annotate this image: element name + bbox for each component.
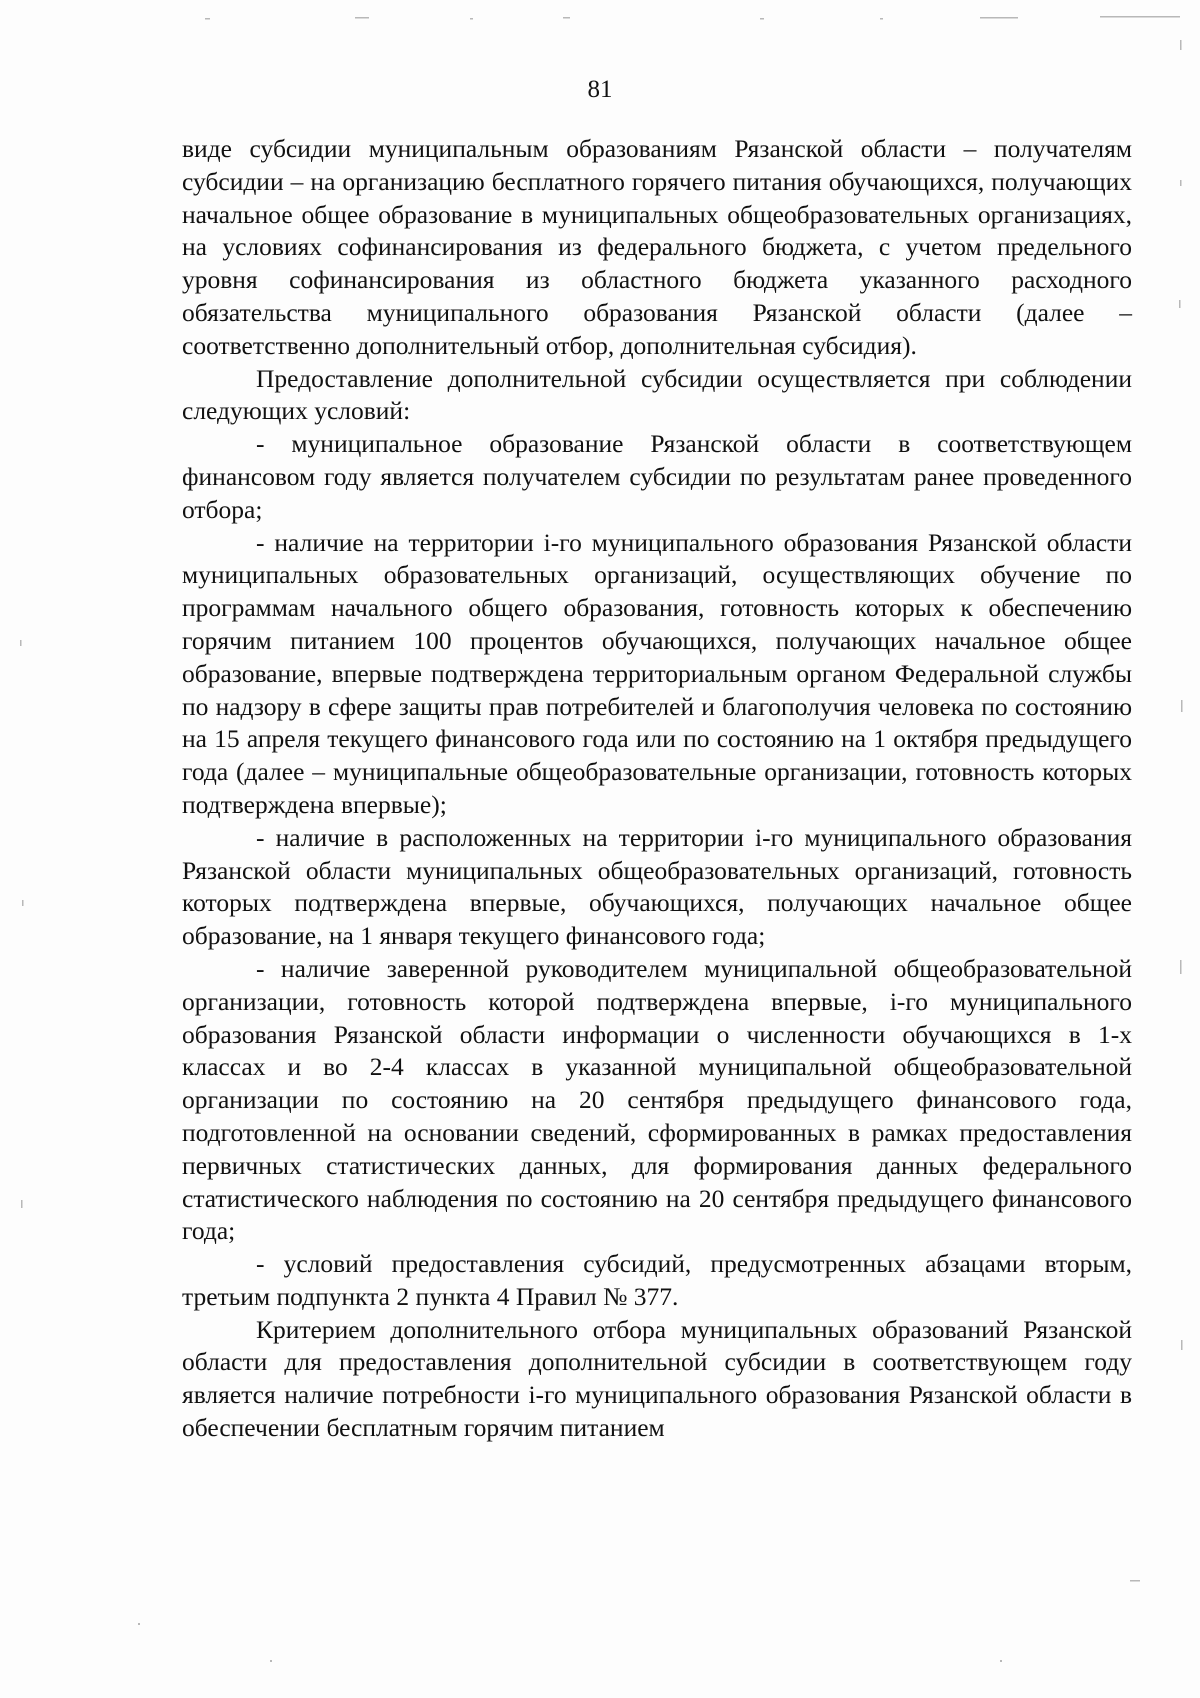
list-item-condition-3: - наличие в расположенных на территории i-го муниципального образования Рязанской области муниципальных общеобразовательных организаций, готовность которых подтверждена впервые, обучающихся, получающих начальное общее образование, на 1 января текущего финансового года; xyxy=(182,822,1132,951)
list-item-condition-2: - наличие на территории i-го муниципального образования Рязанской области муниципальных образовательных организаций, осуществляющих обучение по программам начального общего образования, готовность которых к обеспечению горячим питанием 100 процентов обучающихся, получающих начальное общее образование, впервые подтверждена территориальным органом Федеральной службы по надзору в сфере защиты прав потребителей и благополучия человека по состоянию на 15 апреля текущего финансового года или по состоянию на 1 октября предыдущего года (далее – муниципальные общеобразовательные организации, готовность которых подтверждена впервые); xyxy=(182,527,1132,819)
list-item-condition-1: - муниципальное образование Рязанской области в соответствующем финансовом году является получателем субсидии по результатам ранее проведенного отбора; xyxy=(182,429,1132,524)
paragraph-conditions-intro: Предоставление дополнительной субсидии осуществляется при соблюдении следующих условий: xyxy=(182,363,1132,426)
page-number: 81 xyxy=(587,76,613,103)
list-item-condition-5: - условий предоставления субсидий, предусмотренных абзацами вторым, третьим подпункта 2 пункта 4 Правил № 377. xyxy=(182,1249,1132,1311)
document-body xyxy=(182,133,1132,1445)
list-item-condition-4: - наличие заверенной руководителем муниципальной общеобразовательной организации, готовность которой подтверждена впервые, i-го муниципального образования Рязанской области информации о численности обучающихся в 1-х классах и во 2-4 классах в указанной муниципальной общеобразовательной организации по состоянию на 20 сентября предыдущего финансового года, подготовленной на основании сведений, сформированных в рамках предоставления первичных статистических данных, для формирования данных федерального статистического наблюдения по состоянию на 20 сентября предыдущего финансового года; xyxy=(182,953,1132,1246)
paragraph-continuation: виде субсидии муниципальным образованиям Рязанской области – получателям субсидии – на организацию бесплатного горячего питания обучающихся, получающих начальное общее образование в муниципальных общеобразовательных организациях, на условиях софинансирования из федерального бюджета, с учетом предельного уровня софинансирования из областного бюджета указанного расходного обязательства муниципального образования Рязанской области (далее – соответственно дополнительный отбор, дополнительная субсидия). xyxy=(182,134,1132,360)
paragraph-selection-criterion: Критерием дополнительного отбора муниципальных образований Рязанской области для предоставления дополнительной субсидии в соответствующем году является наличие потребности i-го муниципального образования Рязанской области в обеспечении бесплатным горячим питанием xyxy=(182,1314,1132,1443)
